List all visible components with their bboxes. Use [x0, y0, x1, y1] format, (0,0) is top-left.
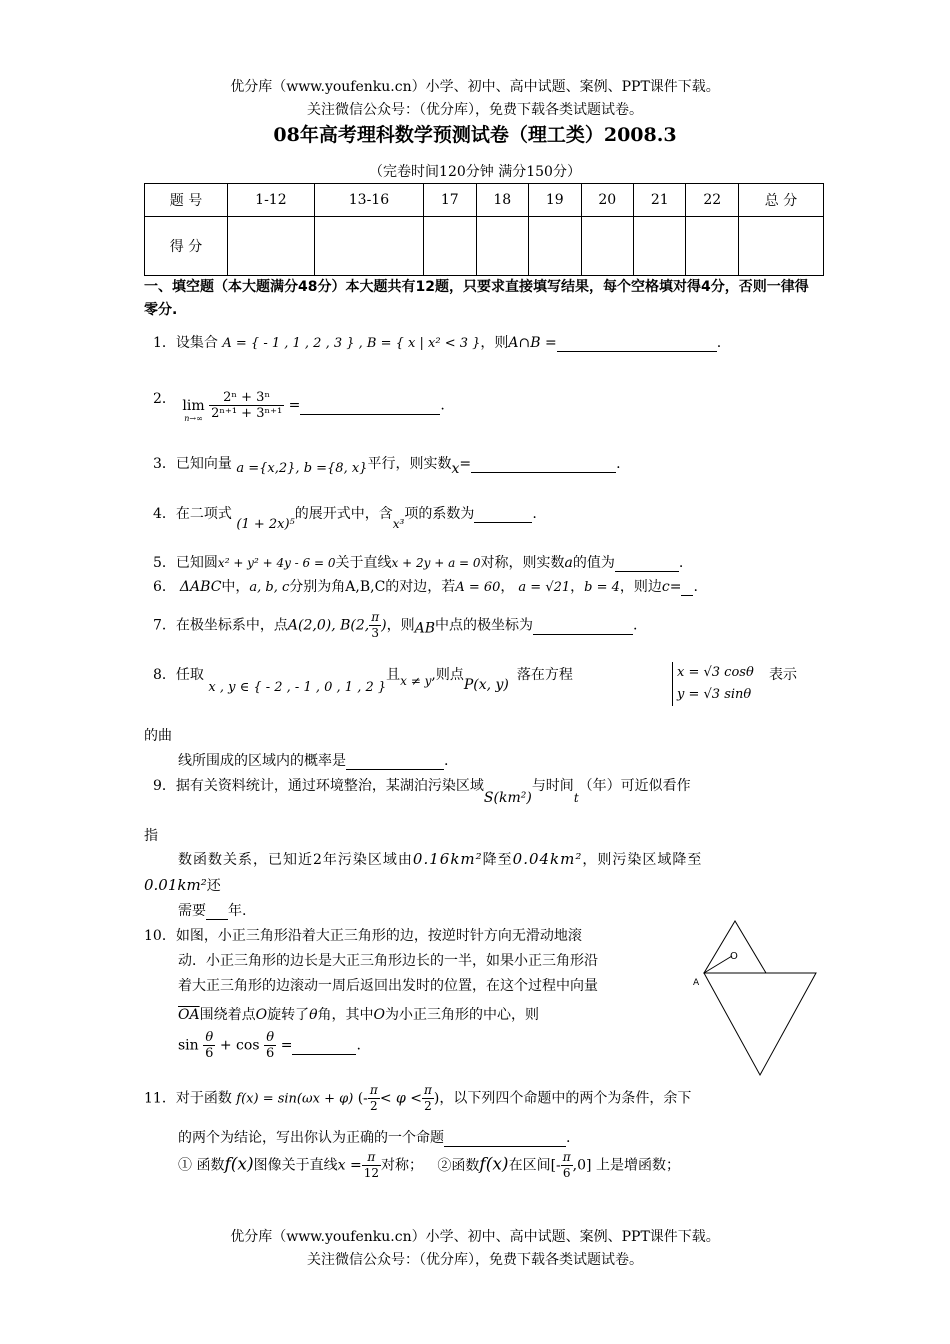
- triangle-diagram: [690, 915, 830, 1085]
- question-2: [153, 388, 445, 423]
- question-text: 降至: [482, 852, 513, 868]
- fraction-numerator: π: [371, 610, 380, 624]
- question-text: 角，其中: [317, 1007, 374, 1023]
- score-header-cell: 21: [634, 184, 686, 217]
- answer-blank[interactable]: [444, 1130, 566, 1147]
- question-8-tail: 表示: [769, 667, 797, 683]
- vector-oa: $\overline{OA}$: [178, 1007, 200, 1023]
- score-table-header-row: [145, 184, 824, 217]
- equation-system: [672, 662, 754, 706]
- score-input-cell[interactable]: [739, 217, 824, 276]
- math-expr: A = { - 1 , 1 , 2 , 3 } , B = { x | x² < 3 }: [222, 336, 481, 351]
- math-expr: a, b, c: [249, 580, 290, 595]
- equals-sign: =: [280, 1037, 293, 1054]
- question-text: 还: [206, 878, 221, 894]
- question-text: 已知向量: [175, 456, 232, 472]
- question-text: 平行，则实数: [367, 456, 452, 472]
- score-header-cell: 19: [529, 184, 581, 217]
- math-expr: A∩B =: [508, 335, 557, 351]
- question-7: [153, 610, 637, 641]
- score-table: [144, 183, 824, 276]
- lim-text: lim: [182, 398, 205, 414]
- score-header-cell: 20: [581, 184, 633, 217]
- punct: .: [532, 506, 537, 522]
- math-expr: x² + y² + 4y - 6 = 0: [217, 556, 336, 570]
- score-header-cell: 13-16: [314, 184, 423, 217]
- score-header-cell: 18: [476, 184, 528, 217]
- question-text: 落在方程: [516, 667, 573, 683]
- math-expr: a = √21: [518, 580, 571, 595]
- math-expr: sin: [178, 1037, 199, 1054]
- math-fraction: [422, 1083, 434, 1114]
- math-fraction: [561, 1150, 573, 1181]
- punct: .: [440, 397, 445, 414]
- fraction-denominator: 2ⁿ⁺¹ + 3ⁿ⁺¹: [211, 406, 283, 421]
- score-input-cell[interactable]: [529, 217, 581, 276]
- question-text: ，则: [480, 335, 509, 351]
- question-4: [153, 503, 537, 532]
- label-a: A: [693, 978, 700, 988]
- small-triangle: [704, 921, 766, 973]
- math-expr: P(x, y): [463, 677, 509, 693]
- limit-fraction: [209, 390, 284, 421]
- fraction-numerator: π: [423, 1083, 432, 1097]
- footer-line-1: 优分库（www.youfenku.cn）小学、初中、高中试题、案例、PPT课件下载。: [230, 1229, 720, 1245]
- question-text: 如图，小正三角形沿着大正三角形的边，按逆时针方向无滑动地滚: [175, 928, 582, 944]
- math-fraction: [264, 1030, 276, 1061]
- question-text: 的两个为结论，写出你认为正确的一个命题: [178, 1130, 444, 1146]
- question-10-line3: 着大正三角形的边滚动一周后返回出发时的位置，在这个过程中向量: [178, 978, 598, 994]
- equation-line: x = √3 cosθ: [677, 665, 754, 680]
- proposition-text: 对称；: [380, 1157, 423, 1174]
- answer-blank[interactable]: [474, 506, 532, 523]
- question-9: [153, 775, 691, 806]
- header-line-1: 优分库（www.youfenku.cn）小学、初中、高中试题、案例、PPT课件下载。: [230, 79, 720, 95]
- label-o: O: [730, 951, 738, 962]
- question-text: ，则边: [619, 579, 662, 595]
- large-triangle: [704, 973, 816, 1075]
- question-text: （年）可近似看作: [578, 778, 691, 794]
- question-8-line2: [178, 750, 448, 770]
- question-10-line4: [178, 1004, 539, 1024]
- math-expr: A(2,0), B(2,: [287, 617, 370, 634]
- equation-line: y = √3 sinθ: [677, 687, 752, 702]
- score-header-cell: 17: [424, 184, 476, 217]
- question-10: [144, 925, 582, 945]
- fraction-denominator: 12: [363, 1166, 379, 1180]
- question-8-wrap: 的曲: [144, 728, 172, 744]
- question-number: 4．: [153, 506, 176, 522]
- question-number: 11．: [144, 1090, 176, 1107]
- question-10-line2: 动．小正三角形的边长是大正三角形边长的一半，如果小正三角形沿: [178, 953, 598, 969]
- question-text: 与时间: [531, 778, 574, 794]
- punct: .: [693, 579, 698, 595]
- math-var: θ: [309, 1007, 318, 1023]
- question-5: [153, 552, 683, 572]
- punct: .: [678, 555, 684, 571]
- question-text: ，则: [386, 617, 415, 634]
- math-fraction: [368, 1083, 380, 1114]
- question-9-line4: [178, 900, 246, 920]
- fraction-denominator: 2: [424, 1099, 432, 1113]
- question-text: 对称，则实数: [480, 555, 565, 571]
- question-text: 线所围成的区域内的概率是: [178, 753, 346, 769]
- question-text: 据有关资料统计，通过环境整治，某湖泊污染区域: [175, 778, 484, 794]
- header-line-2: 关注微信公众号：（优分库），免费下载各类试题试卷。: [307, 102, 643, 118]
- punct: .: [356, 1037, 361, 1054]
- fraction-denominator: 6: [205, 1046, 214, 1061]
- question-text: 且: [386, 667, 401, 683]
- score-header-cell: 题 号: [145, 184, 228, 217]
- math-var: c: [661, 579, 670, 595]
- math-expr: ): [433, 1090, 440, 1107]
- answer-blank[interactable]: [681, 579, 693, 596]
- question-number: 1．: [153, 335, 176, 351]
- question-9-line3: [144, 875, 221, 895]
- score-header-cell: 1-12: [228, 184, 315, 217]
- question-text: 对于函数: [175, 1090, 232, 1107]
- question-text: 在极坐标系中，点: [175, 617, 288, 634]
- question-text: 中点的极坐标为: [435, 617, 533, 634]
- fraction-denominator: 6: [265, 1046, 275, 1061]
- question-text: 中，: [221, 579, 250, 595]
- proposition-text: 图像关于直线: [253, 1157, 338, 1174]
- fraction-denominator: 2: [370, 1099, 378, 1113]
- punct: ，: [570, 579, 585, 595]
- math-fraction: [203, 1030, 215, 1061]
- score-input-cell[interactable]: [228, 217, 315, 276]
- math-var: x³: [392, 517, 405, 531]
- question-9-wrap: 指: [144, 828, 158, 844]
- score-input-cell[interactable]: [581, 217, 633, 276]
- punct: .: [716, 335, 722, 351]
- math-expr: x ≠ y: [400, 674, 432, 688]
- math-expr: x + 2y + a = 0: [391, 556, 481, 570]
- question-text: 已知圆: [175, 555, 218, 571]
- math-expr: ): [381, 617, 387, 634]
- footer-line-2: 关注微信公众号：（优分库），免费下载各类试题试卷。: [307, 1252, 643, 1268]
- math-fraction: [362, 1150, 381, 1181]
- math-expr: A = 60: [455, 580, 501, 595]
- math-expr: x , y ∈ { - 2 , - 1 , 0 , 1 , 2 }: [208, 680, 387, 695]
- question-number: 9．: [153, 778, 176, 794]
- fraction-denominator: 3: [371, 626, 379, 640]
- question-number: 6．: [153, 579, 176, 595]
- question-text: 数函数关系，已知近2年污染区域由: [178, 852, 413, 868]
- question-text: ，则污染区域降至: [582, 852, 703, 868]
- math-expr: < φ <: [379, 1090, 422, 1107]
- page-title: 08年高考理科数学预测试卷（理工类）2008.3: [273, 124, 677, 146]
- question-3: [153, 453, 621, 477]
- math-var: t: [573, 791, 579, 805]
- question-number: 7．: [153, 617, 176, 634]
- question-text: 分别为角A,B,C的对边，若: [289, 579, 456, 595]
- math-expr: ΔABC: [179, 579, 222, 595]
- math-expr: x =: [337, 1157, 362, 1174]
- question-text: 任取: [175, 667, 204, 683]
- math-expr: (-: [357, 1090, 368, 1107]
- punct: .: [444, 753, 449, 769]
- limit-expr: [182, 388, 204, 423]
- question-text: 的值为: [572, 555, 615, 571]
- answer-blank[interactable]: [471, 456, 616, 473]
- answer-blank[interactable]: [557, 335, 717, 352]
- math-var: O: [255, 1007, 268, 1023]
- score-label-cell: 得 分: [145, 217, 228, 276]
- fraction-numerator: π: [562, 1150, 571, 1164]
- fraction-numerator: θ: [203, 1030, 215, 1046]
- question-text: 为小正三角形的中心，则: [385, 1007, 539, 1023]
- question-number: 3．: [153, 456, 176, 472]
- proposition-text: 在区间[-: [508, 1157, 561, 1174]
- punct: ，: [500, 579, 515, 595]
- section-1-heading: 一、填空题（本大题满分48分）本大题共有12题，只要求直接填写结果，每个空格填对得4分，否则一律得零分.: [144, 279, 809, 318]
- score-input-cell[interactable]: [424, 217, 476, 276]
- answer-blank[interactable]: [292, 1038, 356, 1055]
- fraction-numerator: 2ⁿ + 3ⁿ: [209, 390, 284, 406]
- question-text: 在二项式: [175, 506, 232, 522]
- math-fraction: [369, 610, 381, 641]
- score-input-cell[interactable]: [476, 217, 528, 276]
- score-header-cell: 22: [686, 184, 739, 217]
- question-number: 8．: [153, 667, 176, 683]
- question-1: [153, 332, 721, 352]
- lim-subscript: n→∞: [184, 414, 203, 423]
- math-expr: (1 + 2x)⁵: [236, 517, 295, 532]
- question-text: 关于直线: [335, 555, 392, 571]
- math-expr: a ={x,2}, b ={8, x}: [236, 461, 368, 476]
- equals-sign: =: [459, 456, 472, 472]
- answer-blank[interactable]: [206, 903, 228, 920]
- question-text: 的展开式中，含: [294, 506, 393, 522]
- math-expr: f(x): [479, 1154, 509, 1175]
- question-11-line2: [178, 1127, 570, 1147]
- question-11: [144, 1083, 691, 1114]
- answer-blank[interactable]: [533, 618, 633, 635]
- answer-blank[interactable]: [346, 753, 444, 770]
- equals-sign: =: [288, 397, 301, 414]
- question-number: 10．: [144, 928, 176, 944]
- math-expr: 0.16km²: [412, 850, 483, 868]
- proposition-text: ②函数: [437, 1157, 480, 1174]
- question-number: 5．: [153, 555, 176, 571]
- math-var: a: [564, 555, 573, 571]
- math-expr: + cos: [219, 1037, 260, 1054]
- fraction-numerator: θ: [264, 1030, 276, 1046]
- score-input-cell[interactable]: [634, 217, 686, 276]
- punct: .: [616, 456, 621, 472]
- fraction-numerator: π: [362, 1150, 381, 1166]
- question-10-line5: [178, 1030, 361, 1061]
- question-text: 围绕着点: [199, 1007, 256, 1023]
- question-8: [153, 664, 573, 695]
- answer-blank[interactable]: [300, 398, 440, 415]
- proposition-text: ① 函数: [178, 1157, 225, 1174]
- fraction-denominator: 6: [562, 1166, 571, 1180]
- math-expr: f(x) = sin(ωx + φ): [236, 1091, 354, 1107]
- question-9-line2: [178, 849, 702, 869]
- answer-blank[interactable]: [615, 555, 679, 572]
- score-input-cell[interactable]: [686, 217, 739, 276]
- vector-line-oa: [704, 956, 732, 973]
- math-var: AB: [414, 620, 435, 637]
- score-input-cell[interactable]: [314, 217, 423, 276]
- math-expr: S(km²): [483, 790, 532, 806]
- math-expr: b = 4: [584, 580, 620, 595]
- question-6: [153, 576, 698, 596]
- math-var: x: [451, 461, 460, 477]
- question-text: 需要: [178, 903, 206, 919]
- punct: .: [633, 617, 638, 634]
- score-header-cell: 总 分: [739, 184, 824, 217]
- math-expr: f(x): [224, 1154, 254, 1175]
- equals-sign: =: [669, 579, 682, 595]
- question-text: ，以下列四个命题中的两个为条件，余下: [439, 1090, 692, 1107]
- question-text: 项的系数为: [404, 506, 475, 522]
- math-expr: 0.01km²: [144, 876, 207, 894]
- math-expr: 0.04km²: [512, 850, 583, 868]
- punct: .: [566, 1130, 571, 1146]
- question-text: 旋转了: [267, 1007, 310, 1023]
- math-var: O: [373, 1007, 385, 1023]
- punct: 年.: [228, 903, 247, 919]
- page-subtitle: （完卷时间120分钟 满分150分）: [369, 164, 581, 180]
- question-11-props: [178, 1150, 680, 1181]
- question-text: 设集合: [175, 335, 218, 351]
- question-number: 2．: [153, 391, 176, 407]
- fraction-numerator: π: [369, 1083, 378, 1097]
- score-table-score-row: [145, 217, 824, 276]
- proposition-text: ,0] 上是增函数；: [572, 1157, 680, 1174]
- question-text: ,则点: [431, 667, 464, 683]
